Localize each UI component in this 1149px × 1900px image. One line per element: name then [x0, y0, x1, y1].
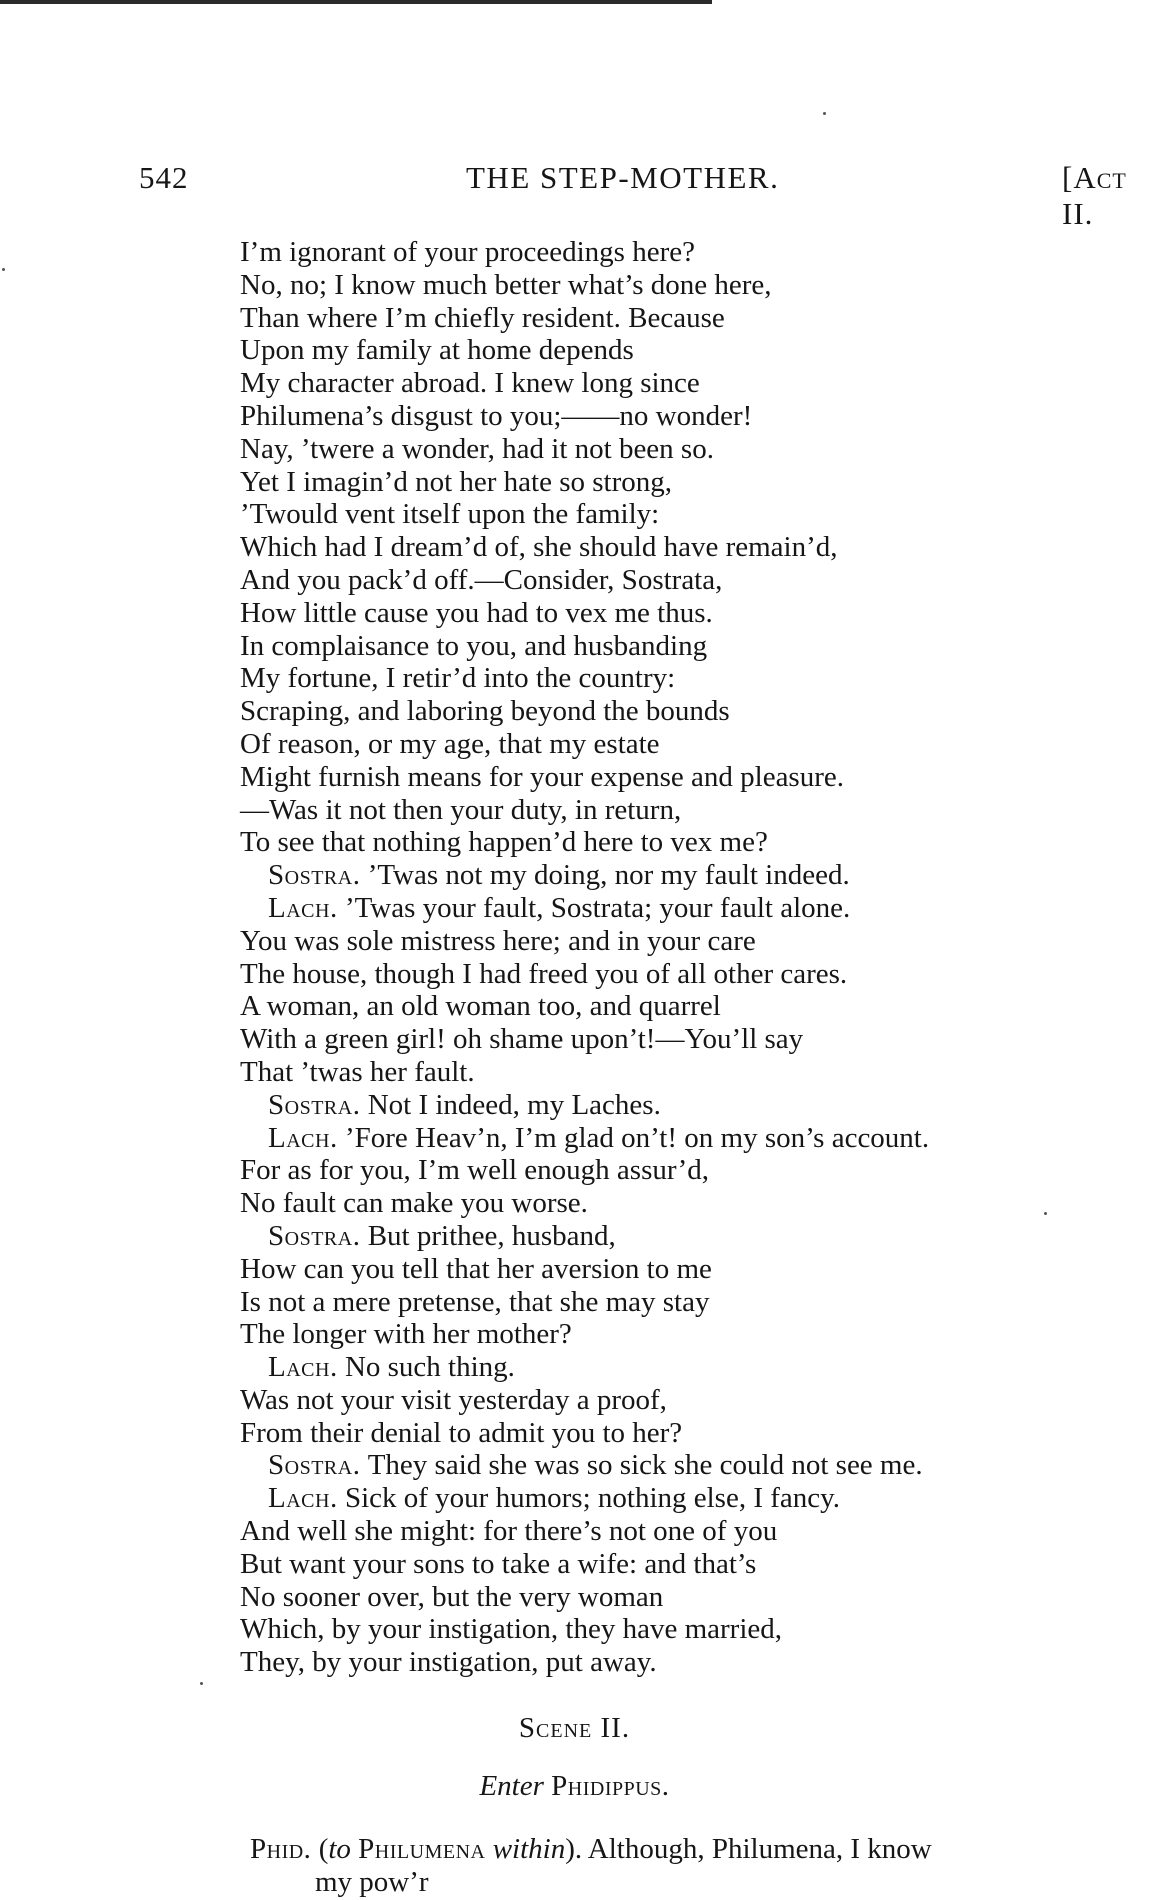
speaker-label: Sostra. [268, 859, 361, 892]
line-text: With a green girl! oh shame upon’t!—You’ll say [240, 1023, 804, 1056]
verse-line [0, 925, 1149, 958]
line-text: But want your sons to take a wife: and that’s [240, 1547, 757, 1580]
line-text: I’m ignorant of your proceedings here? [240, 236, 695, 268]
verse-line [0, 334, 1149, 367]
top-rule [0, 0, 712, 4]
line-text: ’Twould vent itself upon the family: [240, 498, 660, 531]
verse-line [0, 958, 1149, 991]
verse-line [0, 400, 1149, 433]
verse-line [0, 1318, 1149, 1351]
line-text: And well she might: for there’s not one of you [240, 1515, 778, 1548]
speaker-label: Lach. [268, 1121, 338, 1154]
final-speech-continuation: my pow’r [315, 1866, 429, 1898]
line-text: They said she was so sick she could not see me. [367, 1449, 923, 1482]
speech-line [0, 1122, 1149, 1155]
line-text: Upon my family at home depends [240, 334, 634, 367]
line-text: Nay, ’twere a wonder, had it not been so. [240, 432, 714, 465]
speck [200, 1682, 203, 1685]
line-text: From their denial to admit you to her? [240, 1416, 683, 1449]
line-text: They, by your instigation, put away. [240, 1646, 657, 1679]
line-text: That ’twas her fault. [240, 1055, 475, 1088]
line-text: The house, though I had freed you of all other cares. [240, 957, 848, 990]
speaker-label: Sostra. [268, 1219, 361, 1252]
line-text: Scraping, and laboring beyond the bounds [240, 695, 730, 728]
line-text: No fault can make you worse. [240, 1187, 588, 1220]
verse-line [0, 1187, 1149, 1220]
speech-text: Although, Philumena, I know [587, 1833, 932, 1865]
verse-line [0, 662, 1149, 695]
line-text: A woman, an old woman too, and quarrel [240, 990, 721, 1023]
line-text: Was not your visit yesterday a proof, [240, 1383, 667, 1416]
line-text: Not I indeed, my Laches. [367, 1088, 661, 1121]
enter-name: Phidippus. [551, 1770, 670, 1802]
line-text: How little cause you had to vex me thus. [240, 596, 713, 629]
speech-line [0, 892, 1149, 925]
line-text: —Was it not then your duty, in return, [240, 793, 682, 826]
line-text: You was sole mistress here; and in your care [240, 924, 756, 957]
verse-line [0, 1154, 1149, 1187]
speech-line [0, 1482, 1149, 1515]
stage-direction-enter [0, 1770, 1149, 1803]
speaker-label: Lach. [268, 1482, 338, 1515]
line-text: My character abroad. I knew long since [240, 367, 700, 400]
line-text: And you pack’d off.—Consider, Sostrata, [240, 563, 723, 596]
paren-open: ( [318, 1833, 329, 1865]
verse-line [0, 1548, 1149, 1581]
direction-within: within [492, 1833, 566, 1865]
verse-line [0, 1417, 1149, 1450]
verse-block [0, 236, 1149, 1679]
speech-line [0, 1351, 1149, 1384]
line-text: To see that nothing happen’d here to vex me? [240, 826, 768, 859]
speaker-label: Lach. [268, 1351, 338, 1384]
verse-line [0, 531, 1149, 564]
verse-line [0, 826, 1149, 859]
line-text: Which had I dream’d of, she should have remain’d, [240, 531, 838, 564]
verse-line [0, 1253, 1149, 1286]
speech-line [0, 1449, 1149, 1482]
speaker-label: Phid. [250, 1833, 312, 1865]
verse-line [0, 728, 1149, 761]
scene-heading: Scene II. [518, 1712, 631, 1744]
verse-line [0, 1056, 1149, 1089]
line-text: Philumena’s disgust to you;——no wonder! [240, 399, 753, 432]
speech-line [0, 1220, 1149, 1253]
line-text: Which, by your instigation, they have married, [240, 1613, 782, 1646]
line-text: No such thing. [344, 1351, 515, 1384]
verse-line [0, 236, 1149, 269]
verse-line [0, 1646, 1149, 1679]
verse-line [0, 1023, 1149, 1056]
verse-line [0, 1515, 1149, 1548]
verse-line [0, 1581, 1149, 1614]
line-text: But prithee, husband, [367, 1219, 616, 1252]
line-text: My fortune, I retir’d into the country: [240, 662, 676, 695]
line-text: Might furnish means for your expense and pleasure. [240, 760, 845, 793]
verse-line [0, 302, 1149, 335]
line-text: Of reason, or my age, that my estate [240, 727, 660, 760]
line-text: Yet I imagin’d not her hate so strong, [240, 465, 672, 498]
speck [823, 112, 826, 115]
line-text: ’Twas your fault, Sostrata; your fault alone. [344, 891, 851, 924]
line-text: For as for you, I’m well enough assur’d, [240, 1154, 710, 1187]
speech-line [0, 1089, 1149, 1122]
speaker-label: Sostra. [268, 1088, 361, 1121]
act-label: [Act II. [1062, 160, 1127, 231]
verse-line [0, 433, 1149, 466]
verse-line [0, 498, 1149, 531]
running-title: THE STEP-MOTHER. [466, 160, 780, 195]
page-number: 542 [139, 160, 189, 195]
line-text: ’Fore Heav’n, I’m glad on’t! on my son’s account. [344, 1121, 930, 1154]
direction-to: to [328, 1833, 351, 1865]
verse-line [0, 695, 1149, 728]
verse-line [0, 564, 1149, 597]
line-text: Than where I’m chiefly resident. Because [240, 301, 725, 334]
verse-line [0, 466, 1149, 499]
verse-line [0, 1613, 1149, 1646]
verse-line [0, 1286, 1149, 1319]
verse-line [0, 990, 1149, 1023]
speaker-label: Sostra. [268, 1449, 361, 1482]
line-text: ’Twas not my doing, nor my fault indeed. [367, 859, 850, 892]
verse-line [0, 269, 1149, 302]
line-text: How can you tell that her aversion to me [240, 1252, 712, 1285]
enter-word: Enter [479, 1770, 544, 1802]
line-text: No, no; I know much better what’s done here, [240, 268, 772, 301]
line-text: No sooner over, but the very woman [240, 1580, 664, 1613]
verse-line [0, 794, 1149, 827]
line-text: Is not a mere pretense, that she may stay [240, 1285, 710, 1318]
verse-line [0, 367, 1149, 400]
page-header [0, 160, 1149, 231]
line-text: The longer with her mother? [240, 1318, 572, 1351]
speech-line [0, 859, 1149, 892]
speaker-label: Lach. [268, 891, 338, 924]
direction-name: Philumena [358, 1833, 486, 1865]
verse-line [0, 761, 1149, 794]
verse-line [0, 597, 1149, 630]
line-text: In complaisance to you, and husbanding [240, 629, 708, 662]
line-text: Sick of your humors; nothing else, I fancy. [344, 1482, 841, 1515]
verse-line [0, 1384, 1149, 1417]
verse-line [0, 630, 1149, 663]
final-speech-line [250, 1833, 932, 1866]
paren-close: ). [565, 1833, 583, 1865]
